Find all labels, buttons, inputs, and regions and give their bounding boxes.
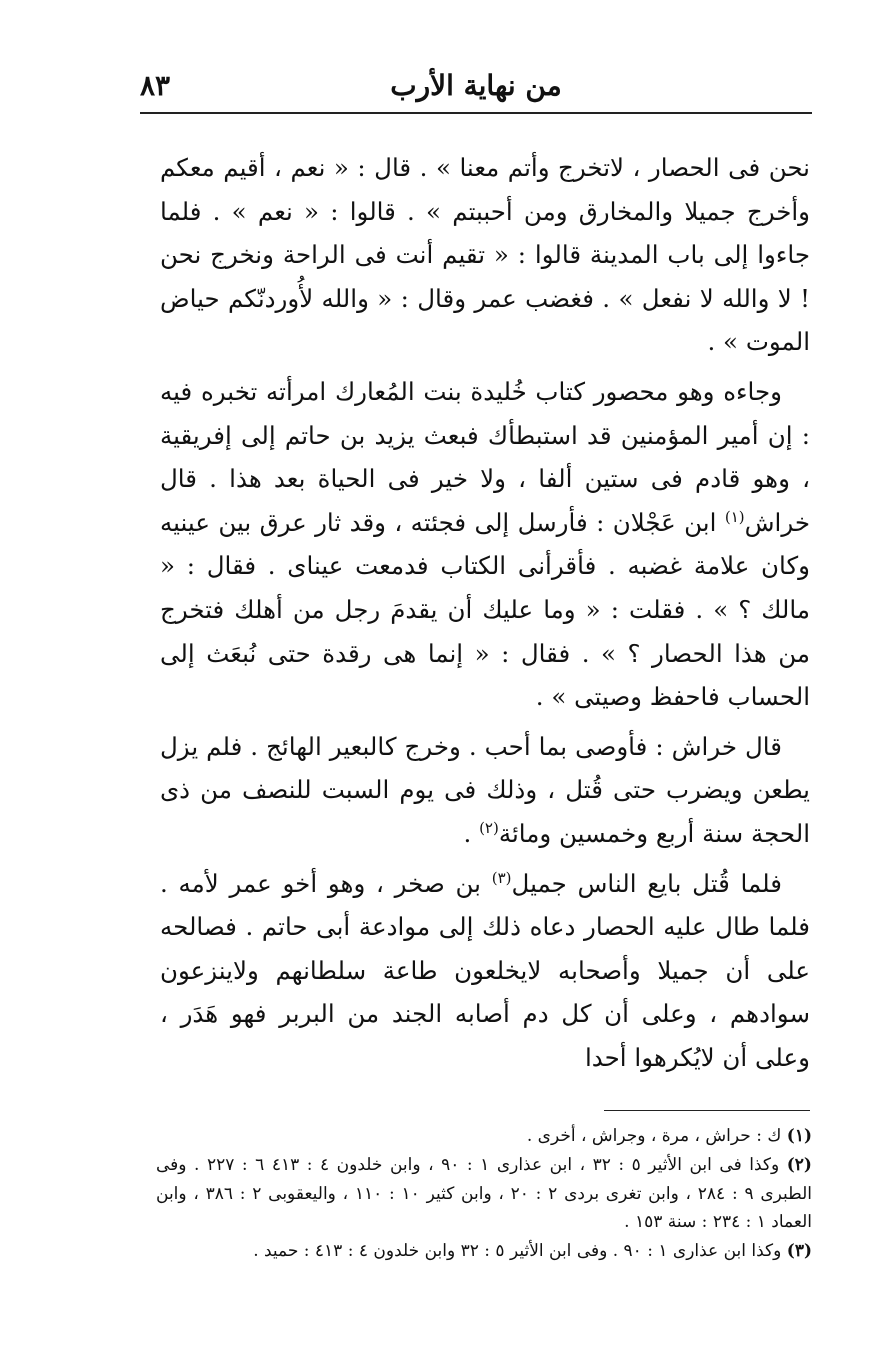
footnote-2-number: (٢) [786, 1154, 812, 1175]
footnote-ref-3: (٣) [491, 868, 512, 887]
paragraph-1-text: نحن فى الحصار ، لاتخرج وأتم معنا » . قال : « نعم ، أقيم معكم وأخرج جميلا والمخارق ومن أحببتم » . قالوا : « نعم » . فلما جاءوا إلى باب المدينة قالوا : « تقيم أنت فى الراحة ونخرج نحن ! لا والله لا نفعل » . فغضب عمر وقال : « والله لأُوردنّكم حياض الموت » . [160, 153, 810, 357]
paragraph-1 [160, 146, 810, 364]
running-title: من نهاية الأرب [390, 69, 562, 102]
footnotes [156, 1122, 812, 1266]
footnote-2-text: وكذا فى ابن الأثير ٥ : ٣٢ ، ابن عذارى ١ : ٩٠ ، وابن خلدون ٤ : ٤١٣ ٦ : ٢٢٧ . وفى الطبرى ٩ : ٢٨٤ ، وابن تغرى بردى ٢ : ٢٠ ، وابن كثير ١٠ : ١١٠ ، واليعقوبى ٢ : ٣٨٦ ، وابن العماد ١ : ٢٣٤ : سنة ١٥٣ . [156, 1154, 812, 1233]
footnote-3 [156, 1237, 812, 1266]
paragraph-3-text-b: . [463, 818, 480, 848]
footnote-1-text: ك : حراش ، مرة ، وجراش ، أخرى . [526, 1126, 782, 1146]
paragraph-2-text-b: ابن عَجْلان : فأرسل إلى فجئته ، وقد ثار عرق بين عينيه وكان علامة غضبه . فأقرأنى الكتاب فدمعت عيناى . فقال : « مالك ؟ » . فقلت : « وما عليك أن يقدمَ رجل من أهلك فتخرج من هذا الحصار ؟ » . فقال : « إنما هى رقدة حتى نُبعَث إلى الحساب فاحفظ وصيتى » . [160, 507, 810, 712]
footnote-3-text: وكذا ابن عذارى ١ : ٩٠ . وفى ابن الأثير ٥ : ٣٢ وابن خلدون ٤ : ٤١٣ : حميد . [253, 1241, 782, 1262]
paragraph-2 [160, 370, 810, 719]
paragraph-4-text-a: فلما قُتل بايع الناس جميل [511, 868, 782, 898]
paragraph-3-text-a: قال خراش : فأوصى بما أحب . وخرج كالبعير الهائج . فلم يزل يطعن ويضرب حتى قُتل ، وذلك فى يوم السبت للنصف من ذى الحجة سنة أربع وخمسين ومائة [160, 731, 810, 848]
header-rule [140, 112, 812, 114]
paragraph-4-text-b: بن صخر ، وهو أخو عمر لأمه . فلما طال عليه الحصار دعاه ذلك إلى موادعة أبى حاتم . فصالحه على أن جميلا وأصحابه لايخلعون طاعة سلطانهم ولاينزعون سوادهم ، وعلى أن كل دم أصابه الجند من البربر فهو هَدَر ، وعلى أن لايُكرهوا أحدا [160, 868, 810, 1072]
footnote-1 [156, 1122, 812, 1151]
footnote-rule [604, 1110, 810, 1111]
footnote-ref-1: (١) [724, 507, 745, 526]
footnote-2 [156, 1151, 812, 1237]
main-text [160, 146, 810, 1079]
footnote-1-number: (١) [786, 1126, 812, 1146]
page-number: ٨٣ [140, 69, 171, 102]
paragraph-3 [160, 725, 810, 856]
footnote-ref-2: (٢) [479, 818, 499, 837]
paragraph-2-text-a: وجاءه وهو محصور كتاب خُليدة بنت المُعارك امرأته تخبره فيه : إن أمير المؤمنين قد استبطأك فبعث يزيد بن حاتم إلى إفريقية ، وهو قادم فى ستين ألفا ، ولا خير فى الحياة بعد هذا . قال خراش [160, 376, 810, 537]
paragraph-4 [160, 862, 810, 1080]
footnote-3-number: (٣) [786, 1241, 812, 1262]
page-header [140, 62, 812, 112]
